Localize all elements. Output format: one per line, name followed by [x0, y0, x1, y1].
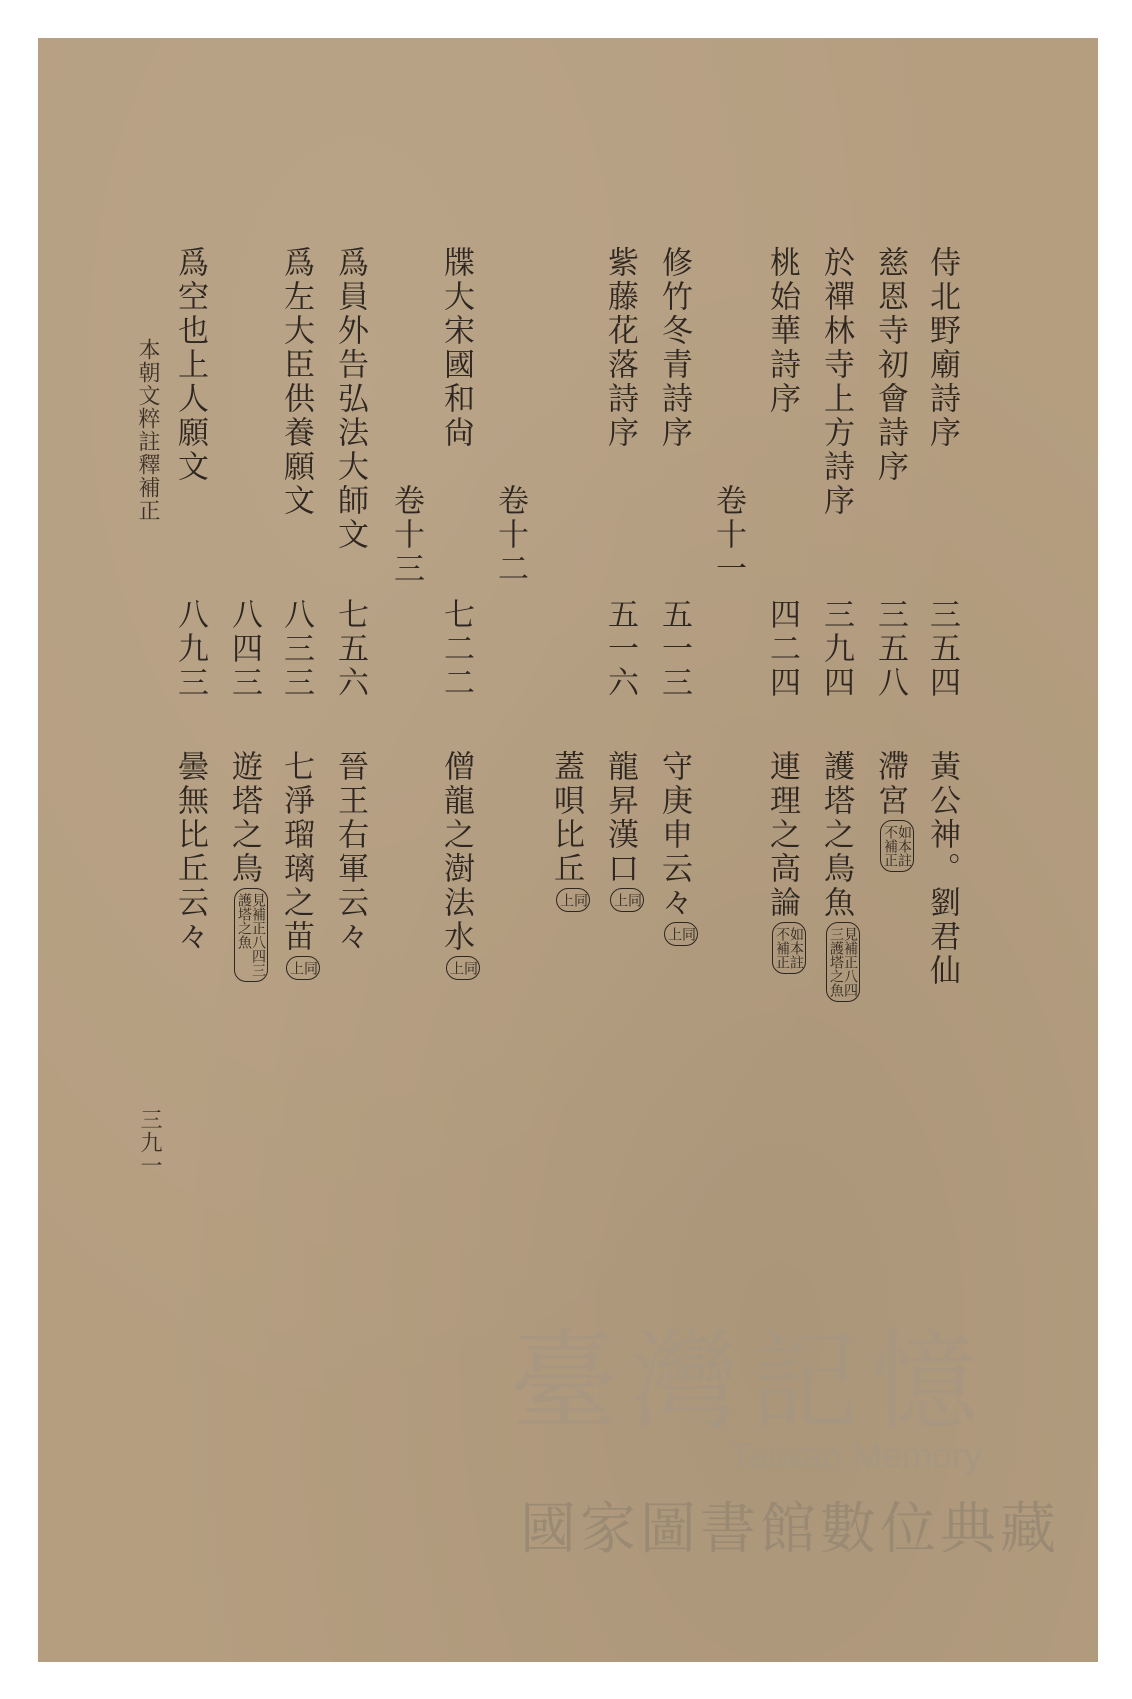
toc-title: 爲空也上人願文 — [172, 246, 208, 484]
toc-page: 七二二 — [438, 598, 474, 700]
toc-title: 於禪林寺上方詩序 — [818, 246, 854, 518]
toc-page: 四二四 — [764, 598, 800, 700]
toc-page: 八四三 — [226, 598, 262, 700]
annotation: 同 上 — [556, 888, 590, 912]
toc-page: 三九四 — [818, 598, 854, 700]
entry: 晉王右軍云々 — [332, 750, 368, 954]
toc-page: 五一三 — [656, 598, 692, 700]
toc-title: 牒大宋國和尙 — [438, 246, 474, 450]
annotation: 見補正八四 三護塔之魚 — [826, 922, 860, 1002]
toc-title: 爲左大臣供養願文 — [278, 246, 314, 518]
annotation: 見補正八四三 護塔之魚 — [234, 888, 268, 982]
toc-page: 三五四 — [924, 598, 960, 700]
entry: 遊塔之鳥 見補正八四三 護塔之魚 — [228, 750, 268, 982]
entry: 僧龍之澍法水 同 上 — [440, 750, 480, 980]
entry: 七淨瑠璃之苗 同 上 — [280, 750, 320, 980]
annotation: 如本註 不補正 — [772, 922, 806, 974]
entry: 連理之高論 如本註 不補正 — [766, 750, 806, 974]
toc-page: 三五八 — [872, 598, 908, 700]
toc-page: 五一六 — [602, 598, 638, 700]
entry: 護塔之鳥魚 見補正八四 三護塔之魚 — [820, 750, 860, 1002]
watermark-main: 臺灣記憶 — [510, 1320, 991, 1445]
toc-title: 桃始華詩序 — [764, 246, 800, 416]
annotation: 如本註 不補正 — [880, 820, 914, 872]
entry: 蓋唄比丘 同 上 — [550, 750, 590, 912]
entry: 守庚申云々 同 上 — [658, 750, 698, 946]
entry: 黃公神。劉君仙 — [924, 750, 960, 988]
entry: 曇無比丘云々 — [172, 750, 208, 954]
toc-page: 八三三 — [278, 598, 314, 700]
annotation: 同 上 — [610, 888, 644, 912]
annotation: 同 上 — [286, 956, 320, 980]
toc-title: 慈恩寺初會詩序 — [872, 246, 908, 484]
book-title: 本朝文粹註釋補正 — [135, 338, 160, 522]
annotation: 同 上 — [446, 956, 480, 980]
entry: 龍昇漢口 同 上 — [604, 750, 644, 912]
toc-title: 紫藤花落詩序 — [602, 246, 638, 450]
watermark-english: Taiwan Memory — [730, 1435, 983, 1476]
page-number: 三九一 — [137, 1108, 162, 1177]
toc-page: 八九三 — [172, 598, 208, 700]
volume-heading: 卷十三 — [388, 484, 424, 586]
watermark-sub: 國家圖書館數位典藏 — [520, 1497, 1060, 1562]
scanned-page — [38, 38, 1098, 1662]
entry: 滯宮 如本註 不補正 — [874, 750, 914, 872]
toc-title: 侍北野廟詩序 — [924, 246, 960, 450]
toc-title: 修竹冬青詩序 — [656, 246, 692, 450]
volume-heading: 卷十二 — [492, 484, 528, 586]
toc-page: 七五六 — [332, 598, 368, 700]
toc-title: 爲員外告弘法大師文 — [332, 246, 368, 552]
annotation: 同 上 — [664, 922, 698, 946]
volume-heading: 卷十一 — [710, 484, 746, 586]
